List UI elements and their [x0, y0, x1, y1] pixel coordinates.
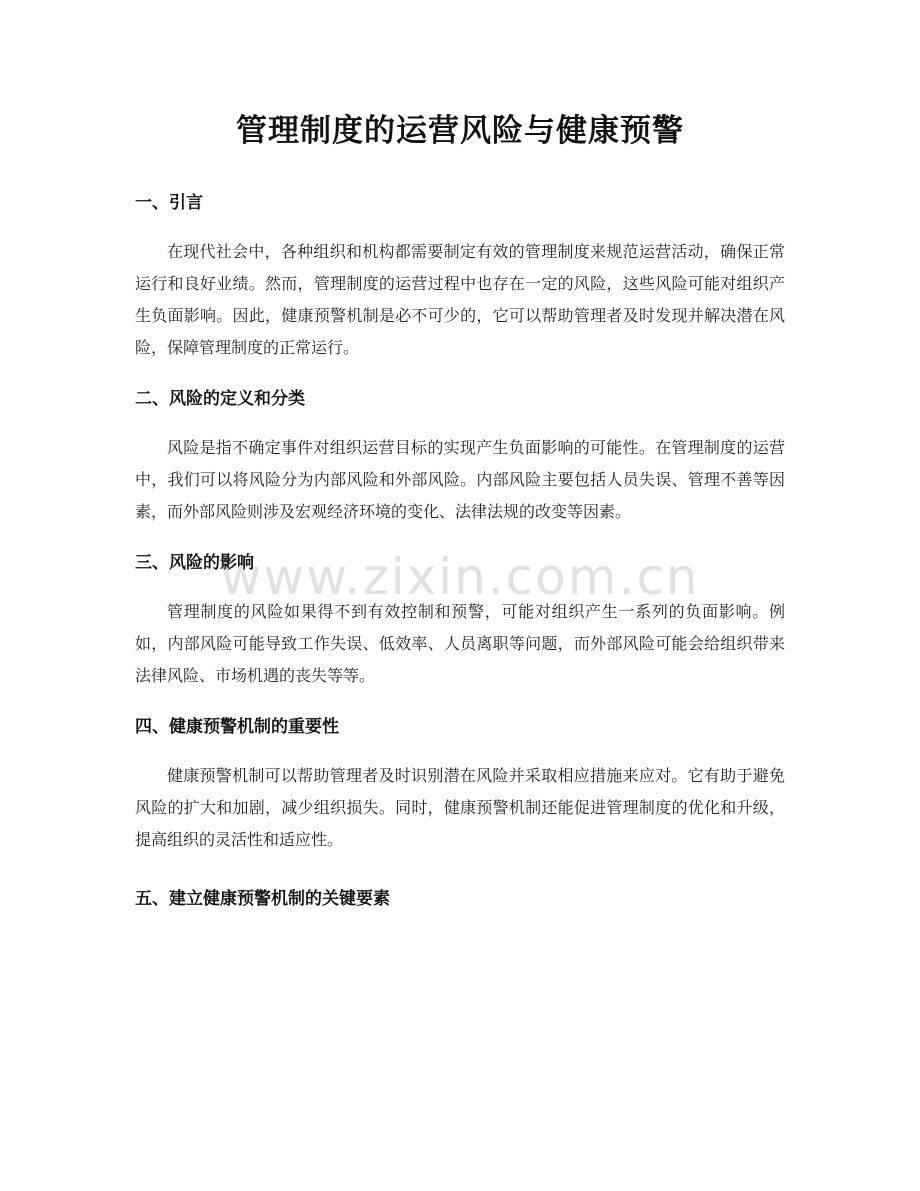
section-risk-definition [135, 386, 785, 528]
watermark: www.zixin.com.cn [220, 548, 700, 606]
section-heading: 一、引言 [135, 193, 203, 213]
section-introduction [135, 190, 785, 364]
section-key-elements [135, 886, 785, 912]
section-heading: 三、风险的影响 [135, 553, 254, 573]
section-heading: 四、健康预警机制的重要性 [135, 717, 339, 737]
section-warning-importance [135, 714, 785, 856]
section-paragraph: 管理制度的风险如果得不到有效控制和预警，可能对组织产生一系列的负面影响。例如，内部风险可能导致工作失误、低效率、人员离职等问题，而外部风险可能会给组织带来法律风险、市场机遇的丧失等等。 [135, 602, 785, 685]
section-risk-impact [135, 550, 785, 692]
section-heading: 二、风险的定义和分类 [135, 389, 305, 409]
page-title: 管理制度的运营风险与健康预警 [236, 113, 684, 149]
section-paragraph: 健康预警机制可以帮助管理者及时识别潜在风险并采取相应措施来应对。它有助于避免风险的扩大和加剧，减少组织损失。同时，健康预警机制还能促进管理制度的优化和升级，提高组织的灵活性和适应性。 [135, 766, 785, 849]
section-paragraph: 风险是指不确定事件对组织运营目标的实现产生负面影响的可能性。在管理制度的运营中，我们可以将风险分为内部风险和外部风险。内部风险主要包括人员失误、管理不善等因素，而外部风险则涉及宏观经济环境的变化、法律法规的改变等因素。 [135, 438, 785, 521]
section-paragraph: 在现代社会中，各种组织和机构都需要制定有效的管理制度来规范运营活动，确保正常运行和良好业绩。然而，管理制度的运营过程中也存在一定的风险，这些风险可能对组织产生负面影响。因此，健康预警机制是必不可少的，它可以帮助管理者及时发现并解决潜在风险，保障管理制度的正常运行。 [135, 242, 785, 357]
section-heading: 五、建立健康预警机制的关键要素 [135, 889, 390, 909]
